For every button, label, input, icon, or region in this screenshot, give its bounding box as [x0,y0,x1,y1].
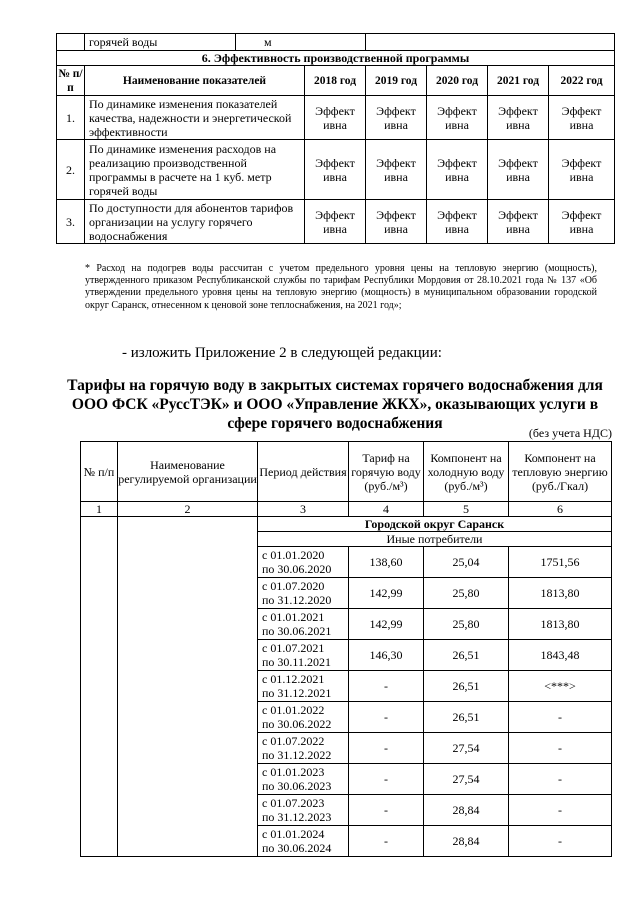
cold-value: 26,51 [424,671,509,702]
instruction-text: - изложить Приложение 2 в следующей редакции: [122,345,442,361]
header-tariff: Тариф на горячую воду (руб./м³) [349,442,424,502]
row-value-2021: Эффект ивна [488,200,549,244]
row-value-2022: Эффект ивна [549,140,615,200]
row-value-2020: Эффект ивна [427,140,488,200]
tariff-header-row [81,442,612,502]
heat-value: - [509,764,612,795]
carry-row [57,34,615,51]
vat-note: (без учета НДС) [528,426,612,440]
cold-value: 28,84 [424,826,509,857]
column-number-row [81,502,612,517]
footnote: * Расход на подогрев воды рассчитан с учетом предельного уровня цены на тепловую энергию (мощность), утвержденного приказом Республиканской службы по тарифам Республики Мордовия от 28.10.2021 года № 137 «Об утверждении предельного уровня цены на тепловую энергию (мощность) в муниципальном образовании городской округ Саранск, отнесенном к ценовой зоне теплоснабжения, на 2021 год»; [85,263,597,311]
period-cell: с 01.01.2020 по 30.06.2020 [258,547,349,578]
column-number: 2 [118,502,258,517]
cold-value: 27,54 [424,764,509,795]
column-number: 1 [81,502,118,517]
column-number: 3 [258,502,349,517]
tariff-value: - [349,764,424,795]
period-cell: с 01.01.2021 по 30.06.2021 [258,609,349,640]
row-value-2022: Эффект ивна [549,200,615,244]
row-value-2018: Эффект ивна [305,200,366,244]
row-value-2019: Эффект ивна [366,200,427,244]
header-indicator: Наименование показателей [85,66,305,96]
header-2022: 2022 год [549,66,615,96]
heat-value: 1843,48 [509,640,612,671]
column-number: 6 [509,502,612,517]
period-cell: с 01.01.2022 по 30.06.2022 [258,702,349,733]
header-2019: 2019 год [366,66,427,96]
city-name: Городской округ Саранск [258,517,612,532]
tariff-table [80,441,612,857]
efficiency-header-row [57,66,615,96]
header-cold-component: Компонент на холодную воду (руб./м³) [424,442,509,502]
carry-row-unit: м [235,34,340,50]
tariff-value: - [349,795,424,826]
heat-value: 1813,80 [509,609,612,640]
row-value-2018: Эффект ивна [305,140,366,200]
cold-value: 25,04 [424,547,509,578]
row-value-2020: Эффект ивна [427,96,488,140]
row-value-2020: Эффект ивна [427,200,488,244]
cold-value: 26,51 [424,702,509,733]
header-num: № п/п [58,67,83,94]
efficiency-table [56,33,615,244]
row-indicator: По динамике изменения расходов на реализацию производственной программы в расчете на 1 куб. метр горячей воды [85,140,305,200]
organization-cell [118,517,258,857]
tariff-value: 146,30 [349,640,424,671]
period-cell: с 01.12.2021 по 31.12.2021 [258,671,349,702]
row-value-2022: Эффект ивна [549,96,615,140]
header-2020: 2020 год [427,66,488,96]
header-2021: 2021 год [488,66,549,96]
cold-value: 26,51 [424,640,509,671]
tariff-value: - [349,702,424,733]
header-heat-component: Компонент на тепловую энергию (руб./Гкал) [509,442,612,502]
section-title: 6. Эффективность производственной программы [57,51,615,66]
header-num: № п/п [81,442,118,502]
period-cell: с 01.07.2023 по 31.12.2023 [258,795,349,826]
heat-value: <***> [509,671,612,702]
tariff-value: - [349,671,424,702]
heat-value: - [509,795,612,826]
period-cell: с 01.01.2024 по 30.06.2024 [258,826,349,857]
row-value-2019: Эффект ивна [366,140,427,200]
column-number: 5 [424,502,509,517]
heat-value: 1813,80 [509,578,612,609]
period-cell: с 01.07.2022 по 31.12.2022 [258,733,349,764]
table-row [57,96,615,140]
tariff-value: 142,99 [349,609,424,640]
period-cell: с 01.07.2020 по 31.12.2020 [258,578,349,609]
cold-value: 25,80 [424,578,509,609]
cold-value: 25,80 [424,609,509,640]
consumer-group: Иные потребители [258,532,612,547]
heat-value: - [509,733,612,764]
tariff-value: 138,60 [349,547,424,578]
heat-value: 1751,56 [509,547,612,578]
row-value-2018: Эффект ивна [305,96,366,140]
header-organization: Наименование регулируемой организации [118,442,258,502]
tariff-value: - [349,826,424,857]
tariff-value: - [349,733,424,764]
table-row [57,200,615,244]
row-num: 3. [57,200,85,244]
tariff-value: 142,99 [349,578,424,609]
cold-value: 27,54 [424,733,509,764]
table-row [57,140,615,200]
row-value-2021: Эффект ивна [488,96,549,140]
column-number: 4 [349,502,424,517]
header-period: Период действия [258,442,349,502]
heat-value: - [509,826,612,857]
page-title: Тарифы на горячую воду в закрытых системах горячего водоснабжения для ООО ФСК «РуссТЭК» и ООО «Управление ЖКХ», оказывающих услуги в сфере горячего водоснабжения [67,377,603,432]
period-cell: с 01.01.2023 по 30.06.2023 [258,764,349,795]
row-indicator: По доступности для абонентов тарифов организации на услугу горячего водоснабжения [85,200,305,244]
header-2018: 2018 год [305,66,366,96]
section-title-row [57,51,615,66]
row-value-2019: Эффект ивна [366,96,427,140]
period-cell: с 01.07.2021 по 30.11.2021 [258,640,349,671]
heat-value: - [509,702,612,733]
row-num: 2. [57,140,85,200]
carry-row-name: горячей воды [89,35,158,49]
city-row [81,517,612,532]
num-cell [81,517,118,857]
row-num: 1. [57,96,85,140]
cold-value: 28,84 [424,795,509,826]
row-indicator: По динамике изменения показателей качества, надежности и энергетической эффективности [85,96,305,140]
row-value-2021: Эффект ивна [488,140,549,200]
